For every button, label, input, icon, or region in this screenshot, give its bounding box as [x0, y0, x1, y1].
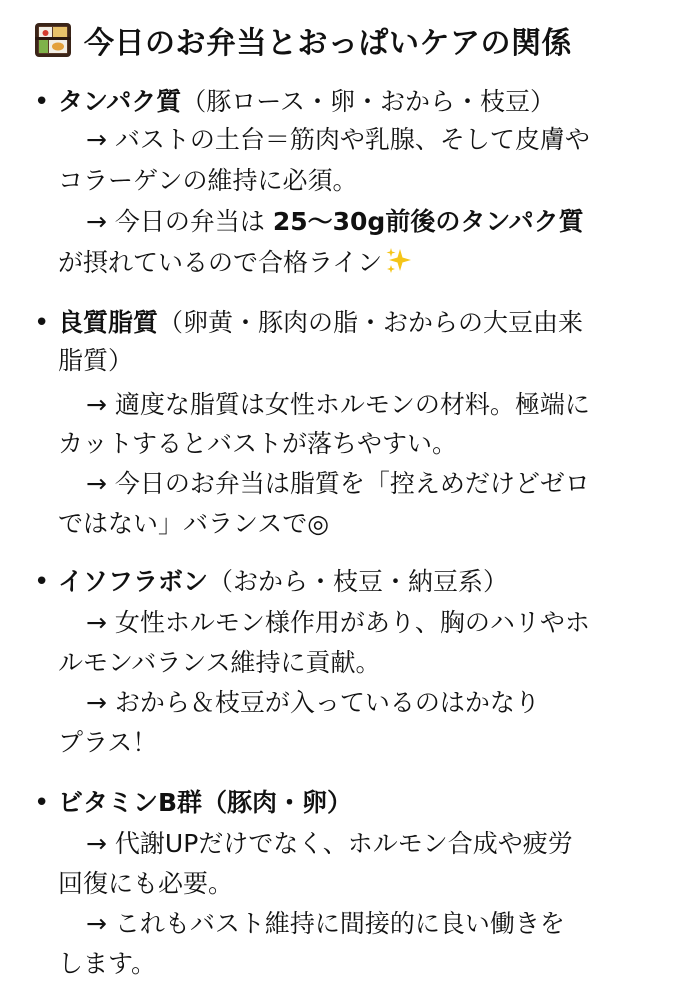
body-line: コラーゲンの維持に必須。 [58, 166, 358, 195]
bullet: • [34, 308, 50, 338]
body-text: → 今日の弁当は [86, 207, 273, 236]
body-line: → 適度な脂質は女性ホルモンの材料。極端に [86, 390, 590, 419]
body-line: ではない」バランスで◎ [58, 509, 330, 538]
body-line: → おから＆枝豆が入っているのはかなり [86, 688, 540, 717]
body-line: ルモンバランス維持に貢献。 [58, 648, 381, 677]
section-heading: 良質脂質 [58, 308, 159, 337]
body-line: → 女性ホルモン様作用があり、胸のハリやホ [86, 608, 590, 637]
bullet: • [34, 87, 50, 117]
body-emphasis: 25〜30g前後のタンパク質 [272, 207, 584, 236]
section-heading-note-cont: 脂質） [58, 346, 134, 375]
page-title-text: 今日のお弁当とおっぱいケアの関係 [84, 26, 572, 61]
section-heading-note: （豚ロース・卵・おから・枝豆） [181, 87, 556, 116]
bullet: • [34, 788, 50, 818]
body-line: プラス！ [58, 728, 158, 757]
body-line: 回復にも必要。 [58, 869, 234, 898]
body-line [58, 243, 414, 283]
body-line: → 今日のお弁当は脂質を「控えめだけどゼロ [86, 469, 590, 498]
bento-icon [34, 22, 72, 58]
page-title [34, 18, 572, 62]
section-heading-note: （卵黄・豚肉の脂・おからの大豆由来 [158, 308, 584, 337]
body-line: → バストの土台＝筋肉や乳腺、そして皮膚や [86, 125, 590, 154]
body-text: が摂れているので合格ライン [58, 248, 383, 277]
body-line: カットするとバストが落ちやすい。 [58, 429, 458, 458]
sparkles-icon [384, 246, 414, 276]
body-line: → これもバスト維持に間接的に良い働きを [86, 909, 565, 938]
bullet: • [34, 567, 50, 597]
section-heading: ビタミンB群（豚肉・卵） [58, 788, 353, 817]
section-heading-note: （おから・枝豆・納豆系） [208, 567, 509, 596]
body-line [86, 202, 584, 242]
body-line: します。 [58, 949, 157, 978]
section-heading: イソフラボン [58, 567, 209, 596]
body-line: → 代謝UPだけでなく、ホルモン合成や疲労 [86, 829, 573, 858]
section-heading: タンパク質 [58, 87, 182, 116]
